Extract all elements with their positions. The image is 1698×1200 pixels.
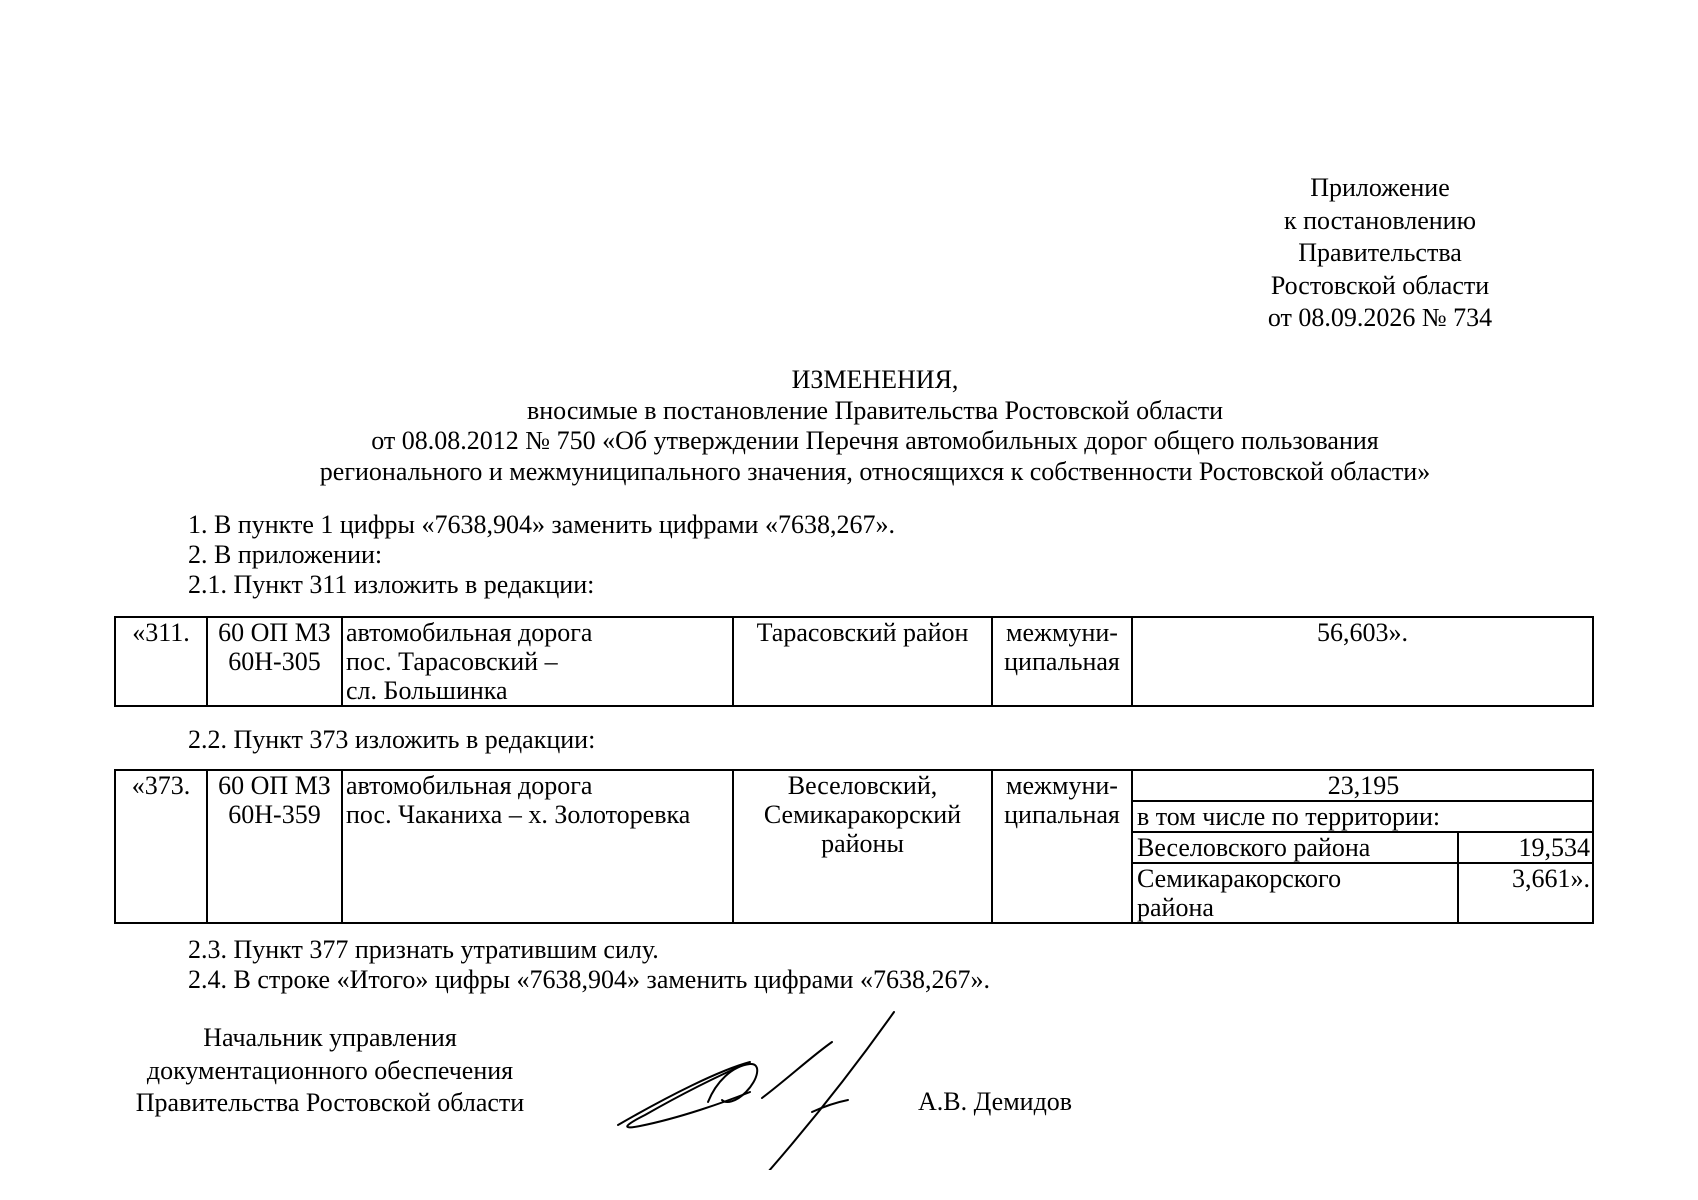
road-code-line: 60Н-359: [228, 800, 321, 829]
district-line: районы: [821, 829, 904, 858]
district-line: Веселовский,: [787, 771, 938, 800]
district-cell: Тарасовский район: [733, 617, 992, 706]
road-name-line: автомобильная дорога: [346, 771, 593, 800]
signer-name: А.В. Демидов: [918, 1087, 1073, 1116]
title-line: от 08.08.2012 № 750 «Об утверждении Перечня автомобильных дорог общего пользования: [371, 426, 1379, 455]
document-title: [100, 365, 1650, 487]
table-item-311: [114, 616, 1594, 707]
road-type-cell: [992, 770, 1132, 923]
title-heading: ИЗМЕНЕНИЯ,: [791, 365, 959, 394]
length-total: 23,195: [1327, 771, 1400, 800]
road-name-cell: [342, 617, 733, 706]
road-code-cell: [207, 770, 342, 923]
paragraph-2-2: 2.2. Пункт 373 изложить в редакции:: [188, 725, 596, 754]
table-item-373: [114, 769, 1594, 924]
road-type-line: ципальная: [1004, 800, 1120, 829]
signer-line: документационного обеспечения: [146, 1055, 514, 1085]
length-breakdown-table: [1133, 771, 1594, 922]
road-name-line: пос. Тарасовский –: [346, 647, 558, 676]
road-length-cell: [1132, 770, 1593, 923]
signer-line: Правительства Ростовской области: [135, 1088, 525, 1117]
appendix-line: Приложение: [1310, 173, 1450, 202]
table-row: [115, 770, 1593, 923]
title-line: вносимые в постановление Правительства Ростовской области: [526, 395, 1224, 425]
territory-name: Семикаракорского: [1137, 864, 1342, 893]
signer-position: [110, 1022, 550, 1120]
road-type-line: межмуни-: [1006, 618, 1118, 647]
road-type-line: ципальная: [1004, 647, 1120, 676]
road-name-line: сл. Большинка: [346, 676, 508, 705]
road-code-line: 60Н-305: [228, 647, 321, 676]
table-row: [115, 617, 1593, 706]
district-cell: [733, 770, 992, 923]
signer-line: Начальник управления: [203, 1023, 457, 1052]
paragraph-2-4: 2.4. В строке «Итого» цифры «7638,904» заменить цифрами «7638,267».: [188, 965, 990, 994]
territory-length: 19,534: [1458, 832, 1594, 863]
paragraph-2: 2. В приложении:: [188, 540, 383, 569]
road-type-cell: [992, 617, 1132, 706]
title-line: регионального и межмуниципального значения, относящихся к собственности Ростовской области»: [319, 456, 1431, 486]
item-number: «311.: [115, 617, 207, 706]
road-name-line: пос. Чаканиха – х. Золоторевка: [346, 800, 691, 829]
appendix-line: к постановлению: [1283, 205, 1477, 235]
territory-length: 3,661».: [1458, 863, 1594, 922]
territory-name: района: [1137, 893, 1214, 922]
road-type-line: межмуни-: [1006, 771, 1118, 800]
road-length-cell: 56,603».: [1132, 617, 1593, 706]
item-number: «373.: [115, 770, 207, 923]
road-code-line: 60 ОП МЗ: [218, 771, 331, 800]
territory-row: [1133, 863, 1594, 922]
road-code-cell: [207, 617, 342, 706]
road-name-cell: [342, 770, 733, 923]
length-including-label: в том числе по территории:: [1133, 801, 1594, 832]
territory-row: [1133, 832, 1594, 863]
appendix-line: от 08.09.2026 № 734: [1267, 303, 1493, 332]
length-total-row: [1133, 771, 1594, 801]
territory-name: Веселовского района: [1133, 832, 1458, 863]
appendix-line: Ростовской области: [1270, 270, 1490, 300]
appendix-line: Правительства: [1298, 238, 1462, 267]
appendix-header: [1240, 172, 1520, 335]
paragraph-2-3: 2.3. Пункт 377 признать утратившим силу.: [188, 935, 659, 964]
road-name-line: автомобильная дорога: [346, 618, 593, 647]
paragraph-2-1: 2.1. Пункт 311 изложить в редакции:: [188, 570, 595, 599]
handwritten-signature: [600, 1000, 900, 1170]
district-line: Семикаракорский: [763, 800, 962, 829]
paragraph-1: 1. В пункте 1 цифры «7638,904» заменить цифрами «7638,267».: [188, 510, 895, 539]
length-including-row: [1133, 801, 1594, 832]
territory-name-cell: [1133, 863, 1458, 922]
road-code-line: 60 ОП МЗ: [218, 618, 331, 647]
